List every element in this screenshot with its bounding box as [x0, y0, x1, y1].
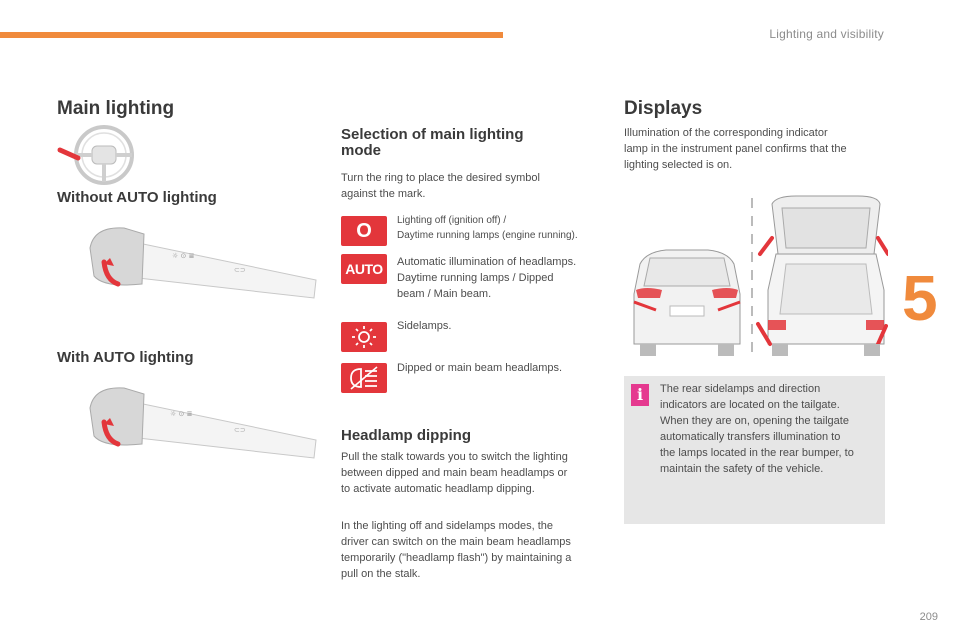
sidelamps-symbol [341, 322, 387, 352]
sidelamps-icon [349, 325, 379, 349]
displays-text: Illumination of the corresponding indicator lamp in the instrument panel confirms that the lighting selected is on. [624, 127, 847, 171]
selection-heading: Selection of main lighting mode [341, 126, 524, 159]
orange-header-bar [0, 32, 503, 38]
with-auto-heading: With AUTO lighting [57, 349, 194, 366]
steering-wheel-illustration [56, 124, 136, 186]
dipping-paragraph-2: In the lighting off and sidelamps modes, the driver can switch on the main beam headlamps temporarily ("headlamp flash") by maintaining a pull on the stalk. [341, 520, 572, 580]
dipped-beam-symbol [341, 363, 387, 393]
page-number: 209 [919, 611, 938, 623]
info-box-text: The rear sidelamps and direction indicators are located on the tailgate. When they are on, opening the tailgate automatically transfers illumination to the lamps located in the rear bumper, to maintain the safety of the vehicle. [660, 383, 854, 475]
info-icon: i [631, 384, 649, 406]
headlamp-dipping-heading: Headlamp dipping [341, 427, 472, 444]
section-title: Lighting and visibility [769, 27, 884, 41]
vehicle-rear-illustration [626, 194, 888, 360]
auto-lighting-stalk-illustration [84, 378, 320, 468]
svg-text:☼ ⊙ ≣: ☼ ⊙ ≣ [170, 410, 193, 418]
auto-lighting-text: Automatic illumination of headlamps. Daytime running lamps / Dipped beam / Main beam. [397, 256, 577, 300]
lighting-stalk-illustration [84, 218, 320, 308]
dipped-beam-text: Dipped or main beam headlamps. [397, 362, 563, 374]
without-auto-heading: Without AUTO lighting [57, 189, 217, 206]
displays-heading: Displays [624, 98, 703, 119]
selection-text: Turn the ring to place the desired symbol against the mark. [341, 172, 540, 200]
lighting-off-symbol: O [341, 216, 387, 246]
headlamp-beam-icon [347, 365, 381, 391]
lighting-off-text: Lighting off (ignition off) / Daytime running lamps (engine running). [397, 215, 578, 241]
svg-text:⊂⊃: ⊂⊃ [234, 266, 246, 274]
dipping-paragraph-1: Pull the stalk towards you to switch the lighting between dipped and main beam headlamps or to activate automatic headlamp dipping. [341, 451, 568, 495]
chapter-number: 5 [902, 262, 938, 334]
svg-text:⊂⊃: ⊂⊃ [234, 426, 246, 434]
auto-lighting-symbol: AUTO [341, 254, 387, 284]
main-lighting-heading: Main lighting [57, 98, 175, 119]
sidelamps-text: Sidelamps. [397, 320, 452, 332]
svg-text:☼ ⊙ ≣: ☼ ⊙ ≣ [172, 252, 195, 260]
